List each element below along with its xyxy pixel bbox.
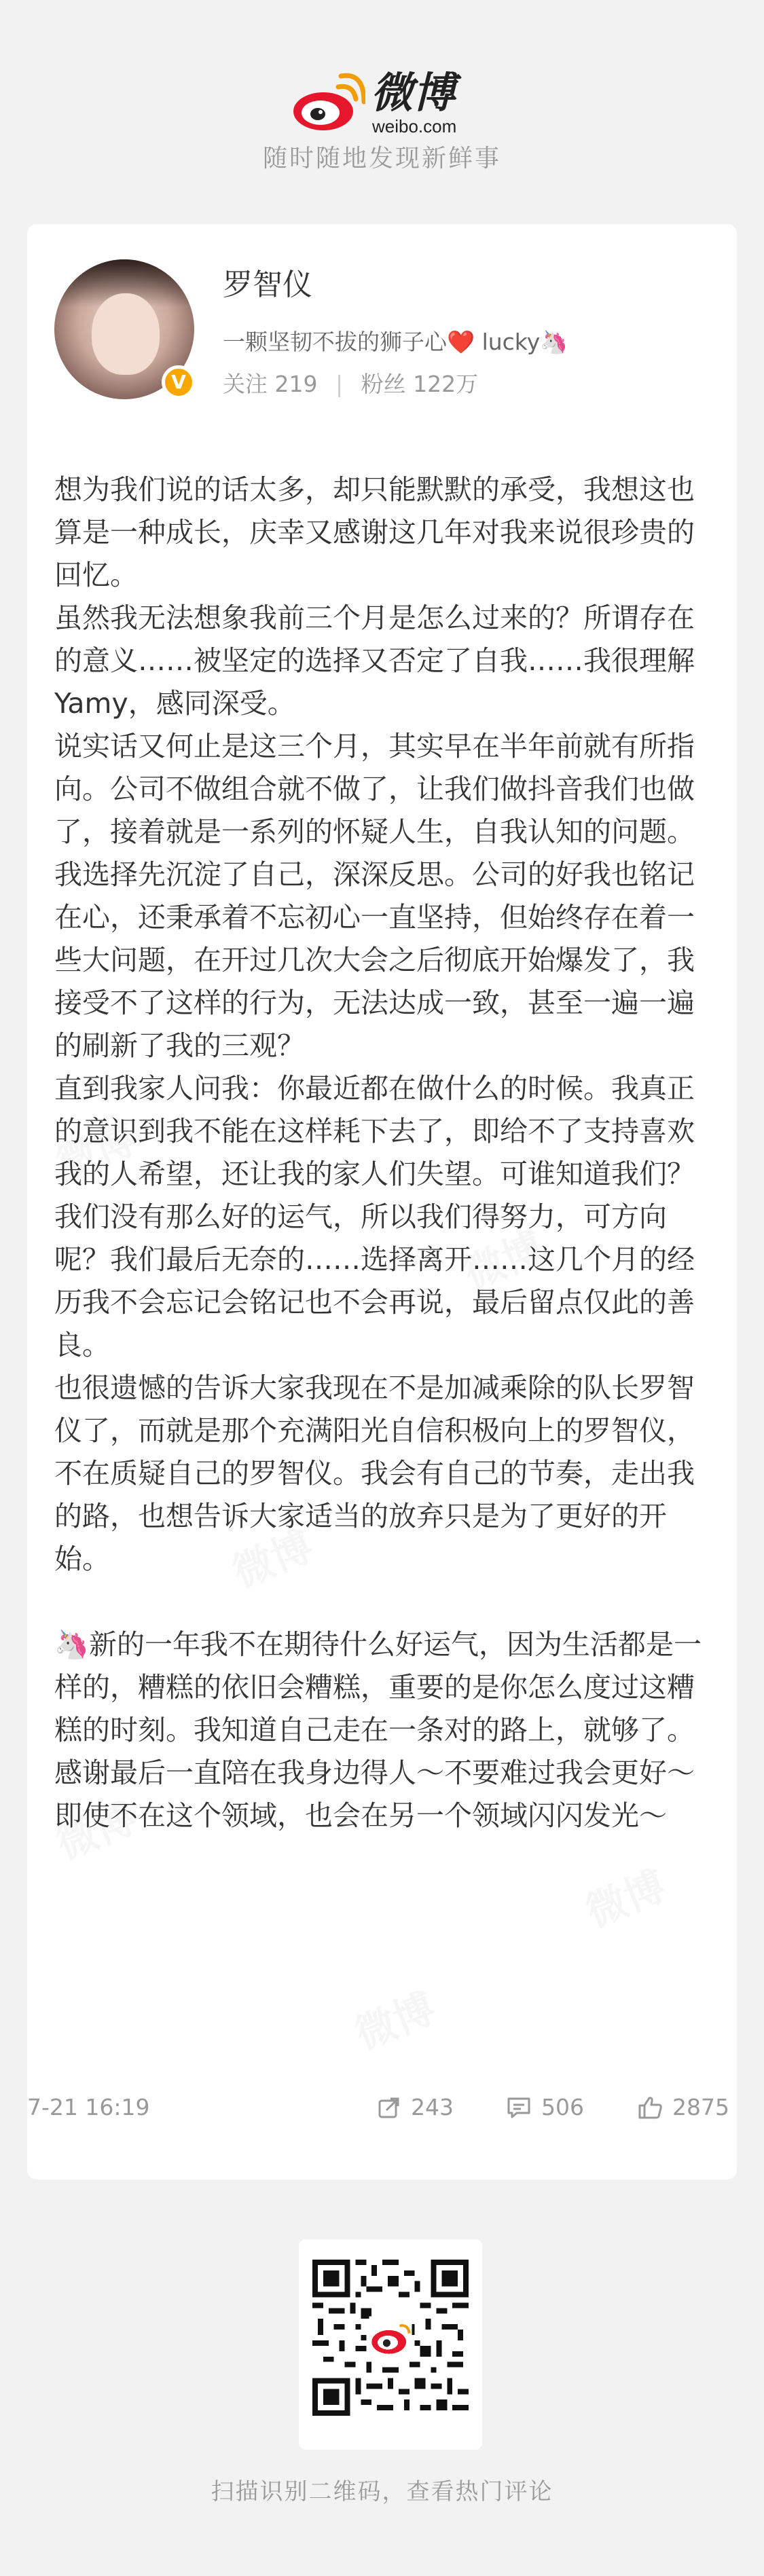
user-bio xyxy=(223,327,568,357)
thumbs-up-icon xyxy=(637,2095,663,2120)
like-count: 2875 xyxy=(672,2094,729,2120)
avatar-face xyxy=(92,293,160,375)
like-button[interactable] xyxy=(637,2094,729,2121)
following-label: 关注 xyxy=(223,371,268,397)
post-paragraph: 直到我家人问我：你最近都在做什么的时候。我真正的意识到我不能在这样耗下去了，即给不了支持喜欢我的人希望，还让我的家人们失望。可谁知道我们？我们没有那么好的运气，所以我们得努力，可方向呢？我们最后无奈的……选择离开……这几个月的经历我不会忘记会铭记也不会再说，最后留点仅此的善良。 xyxy=(54,1072,695,1361)
qr-code[interactable] xyxy=(299,2239,482,2450)
bio-text: 一颗坚韧不拔的狮子心 xyxy=(223,329,447,355)
following-count: 219 xyxy=(274,371,318,397)
user-profile[interactable] xyxy=(27,224,737,448)
repost-button[interactable] xyxy=(377,2094,454,2121)
post-meta xyxy=(27,2059,737,2140)
verified-badge-icon: V xyxy=(162,365,196,399)
post-paragraph: 也很遗憾的告诉大家我现在不是加减乘除的队长罗智仪了，而就是那个充满阳光自信积极向上的罗智仪，不在质疑自己的罗智仪。我会有自己的节奏，走出我的路，也想告诉大家适当的放弃只是为了更好的开始。 xyxy=(54,1372,695,1575)
repost-icon xyxy=(377,2095,401,2120)
user-name[interactable]: 罗智仪 xyxy=(223,268,312,302)
brand-name: 微博 xyxy=(371,68,456,117)
stats-divider: | xyxy=(335,371,344,397)
post-content xyxy=(27,468,737,1837)
weibo-logo xyxy=(291,68,494,136)
user-stats xyxy=(223,369,478,399)
comment-button[interactable] xyxy=(506,2094,584,2121)
weibo-post-card xyxy=(27,224,737,2179)
repost-count: 243 xyxy=(411,2094,454,2120)
post-time-text: 7-21 16:19 xyxy=(27,2094,150,2120)
bio-suffix: lucky🦄 xyxy=(475,329,568,355)
followers-count: 122万 xyxy=(413,371,479,397)
post-paragraph: 我选择先沉淀了自己，深深反思。公司的好我也铭记在心，还秉承着不忘初心一直坚持，但始终存在着一些大问题，在开过几次大会之后彻底开始爆发了，我接受不了这样的行为，无法达成一致，甚至一遍一遍的刷新了我的三观？ xyxy=(54,858,695,1062)
post-paragraph: 🦄新的一年我不在期待什么好运气，因为生活都是一样的，糟糕的依旧会糟糕，重要的是你怎么度过这糟糕的时刻。我知道自己走在一条对的路上，就够了。 xyxy=(54,1628,702,1746)
post-time xyxy=(27,2094,150,2121)
brand-domain: weibo.com xyxy=(372,116,457,136)
post-paragraph: 虽然我无法想象我前三个月是怎么过来的？所谓存在的意义……被坚定的选择又否定了自我……我很理解 Yamy，感同深受。 xyxy=(54,602,695,720)
comment-icon xyxy=(506,2095,532,2120)
followers-label: 粉丝 xyxy=(361,371,406,397)
weibo-logo-icon xyxy=(291,72,365,133)
watermark xyxy=(576,1854,673,1939)
post-paragraph: 想为我们说的话太多，却只能默默的承受，我想这也算是一种成长，庆幸又感谢这几年对我来说很珍贵的回忆。 xyxy=(54,473,695,591)
post-paragraph: 感谢最后一直陪在我身边得人～不要难过我会更好～即使不在这个领域，也会在另一个领域闪闪发光～ xyxy=(54,1756,695,1832)
qr-code-image xyxy=(312,2260,469,2416)
qr-hint: 扫描识别二维码，查看热门评论 xyxy=(211,2478,553,2505)
slogan: 随时随地发现新鲜事 xyxy=(262,145,501,172)
comment-count: 506 xyxy=(541,2094,584,2120)
heart-icon: ❤️ xyxy=(447,329,475,355)
paragraph-gap xyxy=(27,1581,737,1623)
watermark xyxy=(345,1976,442,2061)
post-paragraph: 说实话又何止是这三个月，其实早在半年前就有所指向。公司不做组合就不做了，让我们做抖音我们也做了，接着就是一系列的怀疑人生，自我认知的问题。 xyxy=(54,730,695,848)
